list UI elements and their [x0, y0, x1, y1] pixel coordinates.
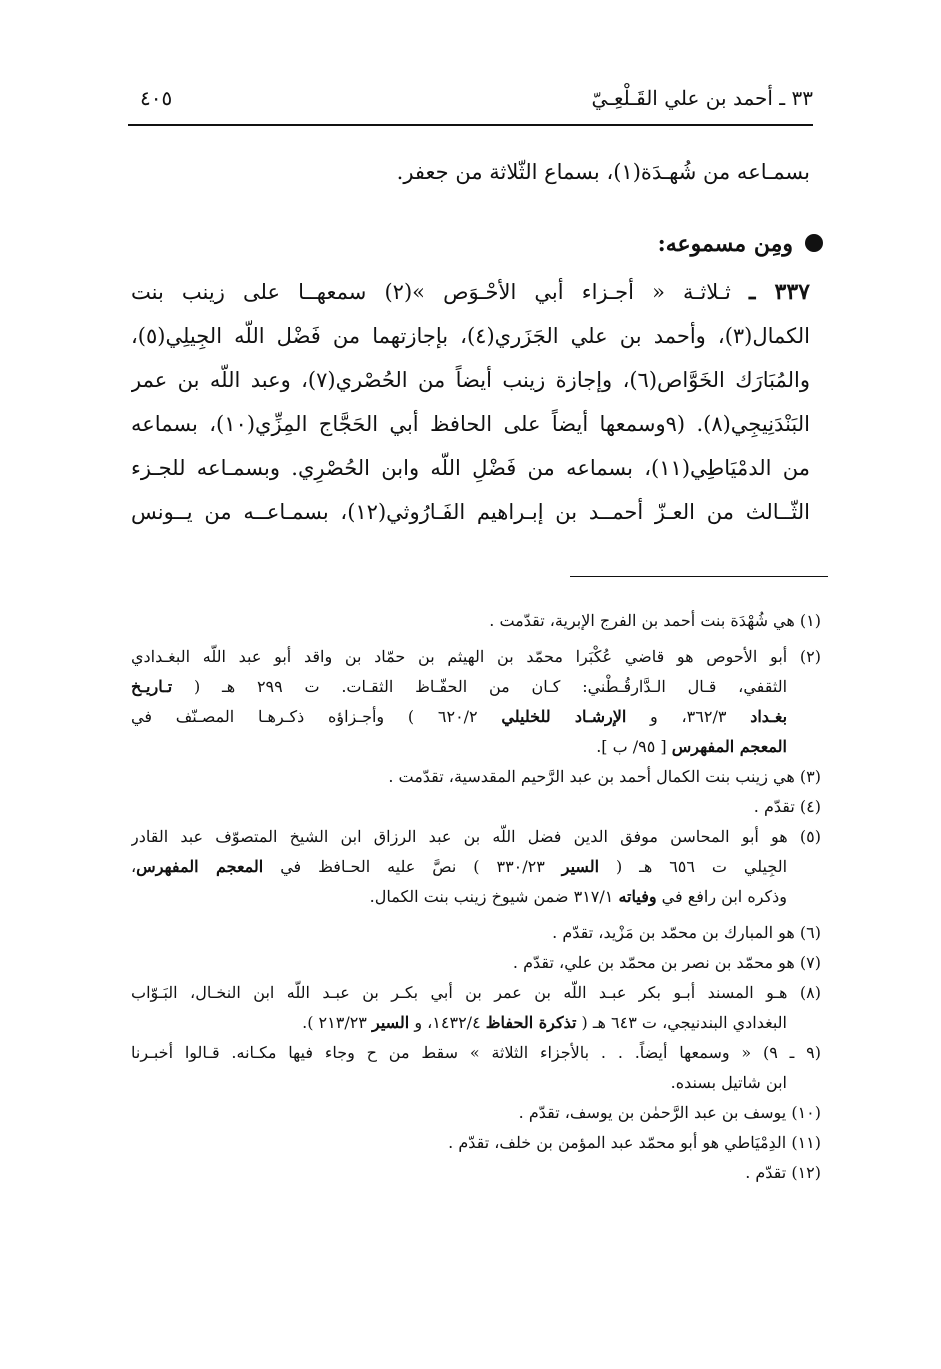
intro-line: بسمـاعه من شُهـدَة(١)، بسماع الثّلاثة من جعفر. — [396, 160, 810, 184]
footnote-text: ٦٢٠/٢ ) وأجـزاؤه ذكـرهـا المصـنّف في — [131, 707, 502, 726]
entry-line: البَنْدَنِيجِي(٨). (٩وسمعها أيضاً على الحافظ أبي الحَجَّاج المِزِّي(١٠)، بسماعه — [131, 412, 810, 436]
footnote-9: (٩ ـ ٩) « وسمعها أيضاً. . . بالأجزاء الثلاثة » سقط من ح وجاء فيها مكـانه. قـالوا أخبـرنا — [131, 1043, 821, 1062]
footnote-11: (١١) الدِمْيَاطي هو أبو محمّد عبد المؤمن بن خلف، تقدّم . — [448, 1133, 821, 1152]
footnote-source: السير — [371, 1013, 410, 1032]
entry-line: والمُبَارَك الخَوَّاص(٦)، وإجازة زينب أيضاً من الحُصْري(٧)، وعبد اللّه بن عمر — [131, 368, 810, 392]
footnote-text: ١٤٣٢/٤، و — [409, 1013, 486, 1032]
footnote-source: المعجم المفهرس — [671, 737, 787, 756]
page-number: ٤٠٥ — [140, 86, 173, 110]
footnote-text: [ ٩٥/ ب ]. — [596, 737, 672, 756]
entry-number: ٣٣٧ ـ — [748, 279, 810, 305]
footnote-source: المعجم المفهرس — [136, 857, 264, 876]
entry-line-text: ثـلاثـة « أجـزاء أبي الأحْـوَص »(٢) سمعهــا على زينب بنت — [131, 280, 731, 304]
footnote-text: ٣٦٢/٣، و — [626, 707, 751, 726]
footnote-text: الثقفي، قـال الـدَّارقُـطْني: كـان من الحفّـاظ الثقـات. ت ٢٩٩ هـ ( — [172, 677, 788, 696]
footnote-text: ، — [131, 857, 137, 876]
footnote-2-line — [131, 702, 821, 732]
entry-line: الكمال(٣)، وأحمد بن علي الجَزَري(٤)، بإجازتهما من فَضْل اللّه الجِيلِي(٥)، — [131, 324, 810, 348]
footnote-10: (١٠) يوسف بن عبد الرَّحمٰن بن يوسف، تقدّم . — [518, 1103, 821, 1122]
footnote-source: بغـداد — [750, 707, 788, 726]
footnote-8-line — [131, 1008, 821, 1038]
footnote-2: (٢) أبو الأحوص هو قاضي عُكْبَرا محمّد بن الهيثم بن حمّاد بن واقد أبو عبد اللّه البغـدادي — [131, 647, 821, 666]
entry-line: الثّــالث من العـزّ أحمــد بن إبـراهيم الفَـارُوثي(١٢)، بسمـاعــه من يــونس — [131, 500, 810, 524]
footnote-1: (١) هي شُهْدَة بنت أحمد بن الفرج الإبرية، تقدّمت . — [489, 611, 821, 630]
footnote-2-line — [131, 732, 821, 762]
header-divider — [128, 124, 813, 126]
footnote-8: (٨) هـو المسند أبـو بكر عبـد اللّه بن عمر بن أبي بكـر بن عبـد اللّه ابن النخـال، البَـوّاب — [131, 983, 821, 1002]
section-heading-text: ومِن مسموعه: — [657, 231, 793, 257]
entry-line: من الدمْيَاطِي(١١)، بسماعه من فَضْلِ اللّه وابن الحُصْرِي. وبسمـاعه للجـزء — [131, 456, 810, 480]
footnote-12: (١٢) تقدّم . — [745, 1163, 821, 1182]
entry-337 — [131, 270, 810, 534]
footnote-7: (٧) هو محمّد بن نصر بن محمّد بن علي، تقدّم . — [512, 953, 821, 972]
footnote-text: ٣٣٠/٢٣ ) نصَّ عليه الحـافظ في — [263, 857, 562, 876]
footnote-text: ٢١٣/٢٣ ). — [302, 1013, 372, 1032]
footnote-text: وذكره ابن رافع في — [656, 887, 787, 906]
footnote-source: تـاريـخ — [131, 677, 173, 696]
footnote-5: (٥) هو أبو المحاسن موفق الدين فضل اللّه بن عبد الرزاق ابن الشيخ المتصوّف عبد القادر — [131, 827, 821, 846]
footnote-divider — [570, 576, 828, 577]
footnote-2-line — [131, 672, 821, 702]
footnote-text: الجِيلي ت ٦٥٦ هـ ( — [599, 857, 788, 876]
footnote-5-line — [131, 852, 821, 882]
footnotes — [131, 606, 821, 1188]
bullet-icon — [805, 234, 823, 252]
footnote-source: وفياته — [618, 887, 657, 906]
entry-line — [131, 270, 810, 314]
footnote-source: تذكرة الحفاظ — [485, 1013, 577, 1032]
footnote-3: (٣) هي زينب بنت الكمال أحمد بن عبد الرَّحيم المقدسية، تقدّمت . — [388, 767, 821, 786]
footnote-text: البغدادي البندنيجي، ت ٦٤٣ هـ ( — [576, 1013, 787, 1032]
section-heading — [131, 222, 823, 266]
chapter-title: ٣٣ ـ أحمد بن علي القَـلْعِـيّ — [591, 86, 813, 110]
footnote-text: ٣١٧/١ ضمن شيوخ زينب بنت الكمال. — [369, 887, 619, 906]
footnote-source: الإرشـاد للخليلي — [501, 707, 627, 726]
footnote-6: (٦) هو المبارك بن محمّد بن مَزْيد، تقدّم . — [552, 923, 821, 942]
footnote-5-line — [131, 882, 821, 912]
footnote-4: (٤) تقدّم . — [753, 797, 821, 816]
footnote-source: السير — [561, 857, 600, 876]
running-header — [128, 78, 813, 118]
footnote-9-line: ابن شاتيل بسنده. — [670, 1073, 787, 1092]
